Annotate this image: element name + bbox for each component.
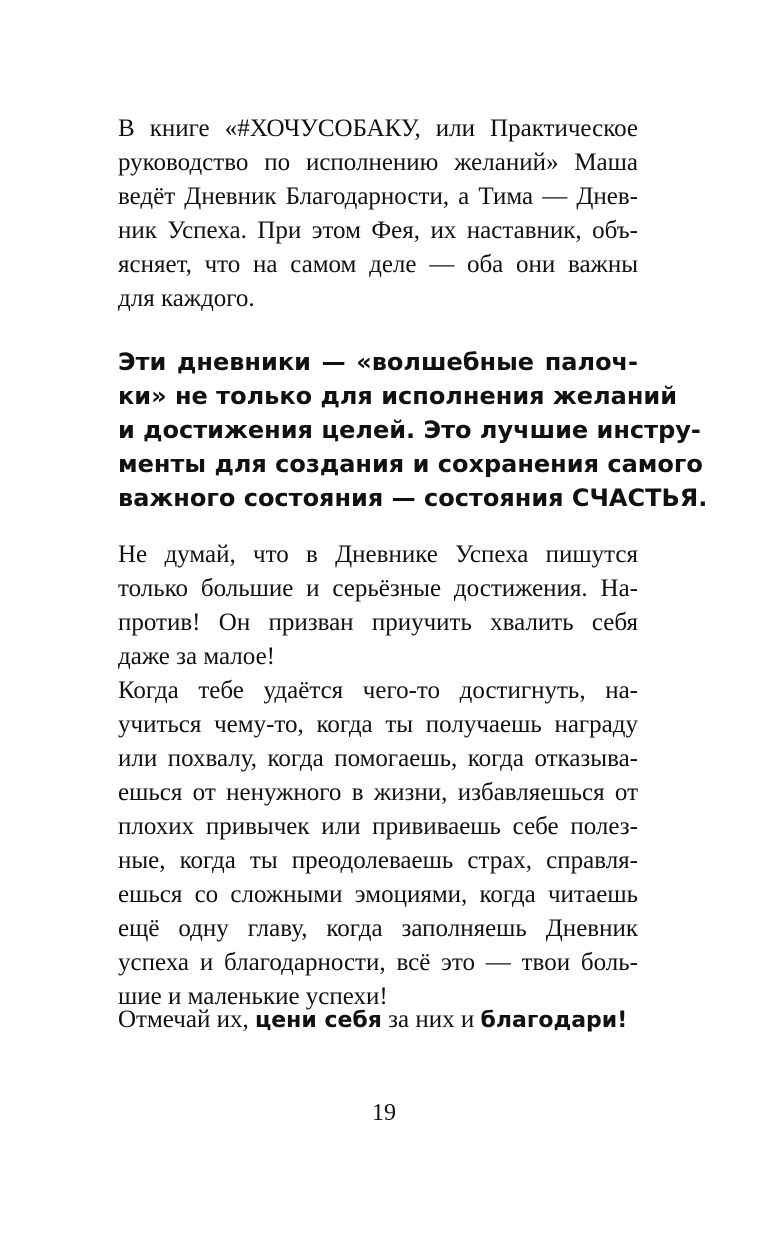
text-line: ешься от ненужного в жизни, избавляешься от xyxy=(118,779,638,806)
text-line: только большие и серьёзные достижения. На- xyxy=(118,575,638,602)
text-line: учиться чему-то, когда ты получаешь награду xyxy=(118,711,638,738)
closing-text: Отмечай их, xyxy=(118,1006,255,1033)
text-line: руководство по исполнению желаний» Маша xyxy=(118,149,638,176)
page-number: 19 xyxy=(372,1100,396,1126)
text-line: для каждого. xyxy=(118,285,255,312)
text-line: В книге «#ХОЧУСОБАКУ, или Практическое xyxy=(118,115,638,142)
text-line: шие и маленькие успехи! xyxy=(118,983,388,1010)
text-line: против! Он призван приучить хвалить себя xyxy=(118,609,638,636)
text-line: ясняет, что на самом деле — оба они важны xyxy=(118,251,638,278)
highlight-line: Эти дневники — «волшебные палоч- xyxy=(118,348,638,376)
highlight-line: важного состояния — состояния СЧАСТЬЯ. xyxy=(118,484,708,512)
closing-punctuation: ! xyxy=(617,1008,628,1033)
highlight-line: ки» не только для исполнения желаний xyxy=(118,382,678,410)
closing-line xyxy=(118,1003,638,1038)
text-line: ник Успеха. При этом Фея, их наставник, объ- xyxy=(118,217,638,244)
text-line: ведёт Дневник Благодарности, а Тима — Днев- xyxy=(118,183,638,210)
closing-bold-text: благодари xyxy=(480,1008,618,1033)
paragraph-intro xyxy=(118,112,638,316)
text-line: ешься со сложными эмоциями, когда читаешь xyxy=(118,881,638,908)
text-line: Не думай, что в Дневнике Успеха пишутся xyxy=(118,541,638,568)
text-line: успеха и благодарности, всё это — твои боль- xyxy=(118,949,638,976)
text-line: Когда тебе удаётся чего-то достигнуть, на- xyxy=(118,677,638,704)
highlight-line: и достижения целей. Это лучшие инстру- xyxy=(118,416,701,444)
highlight-line: менты для создания и сохранения самого xyxy=(118,450,703,478)
text-line: ные, когда ты преодолеваешь страх, справля- xyxy=(118,847,638,874)
closing-bold-text: цени себя xyxy=(254,1008,382,1033)
text-line: даже за малое! xyxy=(118,643,275,670)
highlight-block xyxy=(118,345,708,515)
closing-text: за них и xyxy=(381,1006,481,1033)
text-line: или похвалу, когда помогаешь, когда отказыва- xyxy=(118,745,638,772)
text-line: ещё одну главу, когда заполняешь Дневник xyxy=(118,915,638,942)
paragraph-closing xyxy=(118,1003,638,1038)
paragraph-achievements xyxy=(118,674,638,1014)
text-line: плохих привычек или прививаешь себе полез- xyxy=(118,813,638,840)
paragraph-success-diary xyxy=(118,538,638,674)
